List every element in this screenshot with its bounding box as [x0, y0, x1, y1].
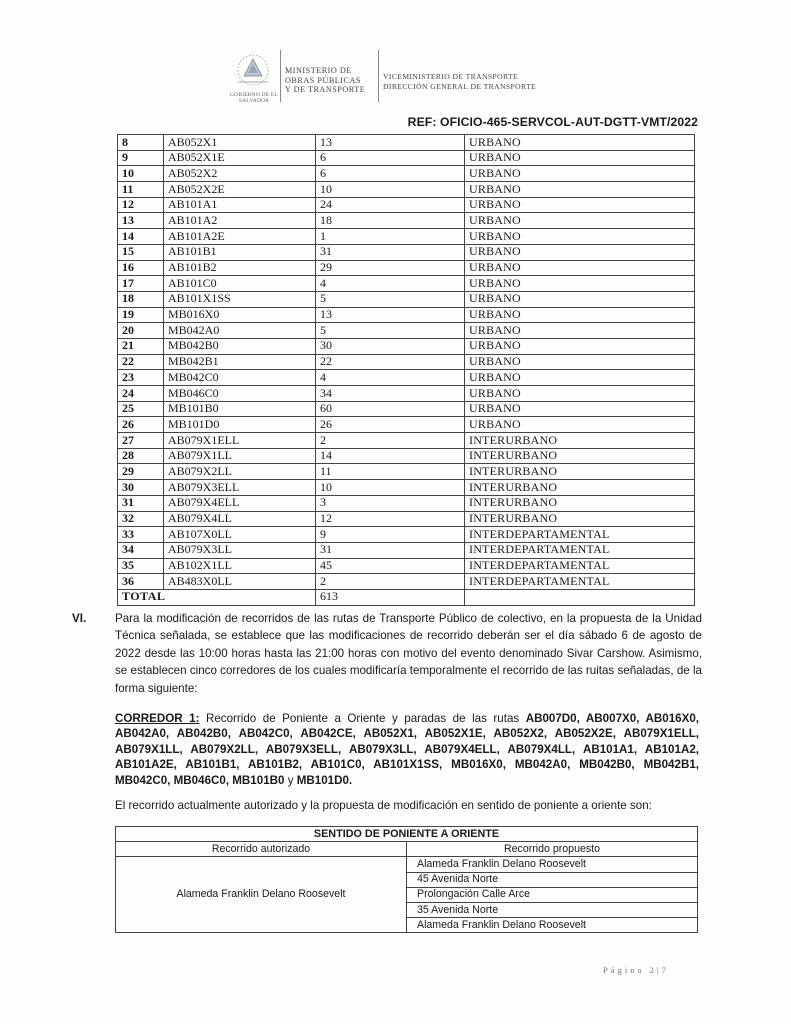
- route-category: URBANO: [465, 386, 695, 402]
- route-category: URBANO: [465, 323, 695, 339]
- route-category: URBANO: [465, 338, 695, 354]
- route-category: URBANO: [465, 229, 695, 245]
- table-row: [118, 558, 695, 574]
- proposed-route-step: 35 Avenida Norte: [407, 902, 698, 917]
- page-footer: [603, 965, 669, 975]
- table-row: [118, 135, 695, 151]
- table-row: [118, 417, 695, 433]
- route-code: AB101A2E: [164, 229, 316, 245]
- row-number: 14: [118, 229, 164, 245]
- direction-table: [115, 826, 698, 933]
- row-number: 32: [118, 511, 164, 527]
- row-number: 21: [118, 338, 164, 354]
- route-category: URBANO: [465, 401, 695, 417]
- row-number: 11: [118, 182, 164, 198]
- route-category: URBANO: [465, 276, 695, 292]
- column-header-authorized: Recorrido autorizado: [116, 842, 407, 857]
- table-row: [118, 370, 695, 386]
- row-number: 27: [118, 433, 164, 449]
- route-code: AB101X1SS: [164, 291, 316, 307]
- route-code: MB042B1: [164, 354, 316, 370]
- route-category: INTERURBANO: [465, 495, 695, 511]
- corredor-1-paragraph: [115, 711, 699, 788]
- row-number: 23: [118, 370, 164, 386]
- row-number: 24: [118, 386, 164, 402]
- route-category: URBANO: [465, 291, 695, 307]
- route-category: URBANO: [465, 135, 695, 151]
- route-category: URBANO: [465, 244, 695, 260]
- route-code: AB102X1LL: [164, 558, 316, 574]
- seal-caption: GOBIERNO DE EL SALVADOR: [229, 92, 279, 104]
- unit-count: 9: [316, 527, 465, 543]
- unit-count: 11: [316, 464, 465, 480]
- unit-count: 29: [316, 260, 465, 276]
- direction-table-header-row: [116, 842, 698, 857]
- route-code: AB101B1: [164, 244, 316, 260]
- unit-count: 12: [316, 511, 465, 527]
- corredor-text: Recorrido de Poniente a Oriente y paradas de las rutas: [199, 712, 526, 725]
- corredor-routes-last: MB101D0.: [296, 773, 353, 787]
- unit-count: 31: [316, 244, 465, 260]
- route-intro-paragraph: El recorrido actualmente autorizado y la propuesta de modificación en sentido de poniente a oriente son:: [115, 799, 652, 812]
- table-row: [118, 166, 695, 182]
- unit-count: 2: [316, 433, 465, 449]
- page-number: 2|7: [649, 965, 669, 975]
- unit-count: 18: [316, 213, 465, 229]
- unit-count: 10: [316, 480, 465, 496]
- table-row: [118, 260, 695, 276]
- section-numeral: VI.: [72, 612, 87, 625]
- total-empty-cell: [465, 589, 695, 605]
- route-category: INTERURBANO: [465, 511, 695, 527]
- route-code: AB483X0LL: [164, 574, 316, 590]
- route-code: MB101B0: [164, 401, 316, 417]
- route-category: URBANO: [465, 182, 695, 198]
- letterhead: [228, 48, 648, 108]
- total-label: TOTAL: [118, 589, 316, 605]
- coat-of-arms-icon: [228, 50, 278, 96]
- table-row: [116, 857, 698, 872]
- unit-count: 30: [316, 338, 465, 354]
- proposed-route-step: 45 Avenida Norte: [407, 872, 698, 887]
- table-row: [118, 480, 695, 496]
- route-code: MB016X0: [164, 307, 316, 323]
- row-number: 29: [118, 464, 164, 480]
- route-code: MB046C0: [164, 386, 316, 402]
- row-number: 35: [118, 558, 164, 574]
- route-category: INTERURBANO: [465, 464, 695, 480]
- unit-count: 26: [316, 417, 465, 433]
- row-number: 16: [118, 260, 164, 276]
- unit-count: 22: [316, 354, 465, 370]
- route-category: URBANO: [465, 150, 695, 166]
- page-label: Página: [603, 965, 645, 975]
- header-divider: [378, 50, 379, 102]
- row-number: 25: [118, 401, 164, 417]
- unit-count: 1: [316, 229, 465, 245]
- route-code: MB042C0: [164, 370, 316, 386]
- ministry-name: MINISTERIO DE OBRAS PÚBLICAS Y DE TRANSPORTE: [285, 66, 366, 95]
- table-row: [118, 574, 695, 590]
- routes-table-body: [118, 135, 695, 606]
- route-code: AB107X0LL: [164, 527, 316, 543]
- route-category: URBANO: [465, 197, 695, 213]
- corredor-label: CORREDOR 1:: [115, 712, 200, 725]
- document-reference: REF: OFICIO-465-SERVCOL-AUT-DGTT-VMT/2022: [407, 115, 698, 129]
- header-divider: [280, 50, 281, 102]
- table-row: [118, 182, 695, 198]
- route-code: MB101D0: [164, 417, 316, 433]
- row-number: 18: [118, 291, 164, 307]
- row-number: 31: [118, 495, 164, 511]
- unit-count: 14: [316, 448, 465, 464]
- route-code: AB052X2E: [164, 182, 316, 198]
- row-number: 8: [118, 135, 164, 151]
- route-code: AB052X1E: [164, 150, 316, 166]
- unit-count: 4: [316, 370, 465, 386]
- row-number: 28: [118, 448, 164, 464]
- corredor-routes-join: y: [284, 773, 297, 787]
- row-number: 33: [118, 527, 164, 543]
- route-code: AB079X3ELL: [164, 480, 316, 496]
- table-row: [118, 244, 695, 260]
- row-number: 26: [118, 417, 164, 433]
- authorized-route: Alameda Franklin Delano Roosevelt: [116, 857, 407, 933]
- table-row: [118, 150, 695, 166]
- proposed-route-step: Alameda Franklin Delano Roosevelt: [407, 857, 698, 872]
- table-row: [118, 276, 695, 292]
- unit-count: 31: [316, 542, 465, 558]
- table-row: [118, 197, 695, 213]
- table-row: [118, 511, 695, 527]
- route-code: AB052X1: [164, 135, 316, 151]
- route-category: INTERDEPARTAMENTAL: [465, 574, 695, 590]
- route-category: URBANO: [465, 213, 695, 229]
- unit-count: 4: [316, 276, 465, 292]
- route-code: AB101A2: [164, 213, 316, 229]
- unit-count: 60: [316, 401, 465, 417]
- route-code: AB079X2LL: [164, 464, 316, 480]
- route-category: URBANO: [465, 370, 695, 386]
- route-category: INTERURBANO: [465, 480, 695, 496]
- route-category: URBANO: [465, 166, 695, 182]
- route-category: URBANO: [465, 260, 695, 276]
- route-category: INTERDEPARTAMENTAL: [465, 558, 695, 574]
- route-category: INTERURBANO: [465, 448, 695, 464]
- route-category: INTERDEPARTAMENTAL: [465, 527, 695, 543]
- table-row: [118, 527, 695, 543]
- unit-count: 6: [316, 150, 465, 166]
- routes-table: [117, 134, 695, 606]
- proposed-route-step: Prolongación Calle Arce: [407, 887, 698, 902]
- route-code: AB079X4LL: [164, 511, 316, 527]
- route-code: AB079X3LL: [164, 542, 316, 558]
- unit-count: 24: [316, 197, 465, 213]
- section-paragraph: Para la modificación de recorridos de las rutas de Transporte Público de colectivo, en la propuesta de la Unidad Técnica señalada, se establece que las modificaciones de recorrido deberán ser el día sábado 6 de agosto de 2022 desde las 10:00 horas hasta las 21:00 horas con motivo del evento denominado Sivar Carshow. Asimismo, se establecen cinco corredores de los cuales modificaría temporalmente el recorrido de las ruitas señaladas, de la forma siguiente:: [115, 612, 702, 695]
- row-number: 17: [118, 276, 164, 292]
- unit-count: 34: [316, 386, 465, 402]
- row-number: 22: [118, 354, 164, 370]
- route-code: MB042A0: [164, 323, 316, 339]
- proposed-route-step: Alameda Franklin Delano Roosevelt: [407, 918, 698, 933]
- unit-count: 13: [316, 307, 465, 323]
- unit-count: 13: [316, 135, 465, 151]
- table-row: [118, 433, 695, 449]
- unit-count: 5: [316, 323, 465, 339]
- viceministry-name: VICEMINISTERIO DE TRANSPORTE DIRECCIÓN GENERAL DE TRANSPORTE: [383, 72, 537, 91]
- direction-table-title-row: [116, 827, 698, 842]
- row-number: 36: [118, 574, 164, 590]
- route-code: AB101B2: [164, 260, 316, 276]
- unit-count: 45: [316, 558, 465, 574]
- column-header-proposed: Recorrido propuesto: [407, 842, 698, 857]
- row-number: 10: [118, 166, 164, 182]
- route-category: URBANO: [465, 354, 695, 370]
- table-row: [118, 307, 695, 323]
- total-row: [118, 589, 695, 605]
- row-number: 30: [118, 480, 164, 496]
- route-category: URBANO: [465, 307, 695, 323]
- unit-count: 10: [316, 182, 465, 198]
- route-code: AB079X1LL: [164, 448, 316, 464]
- table-row: [118, 448, 695, 464]
- total-value: 613: [316, 589, 465, 605]
- table-row: [118, 213, 695, 229]
- unit-count: 6: [316, 166, 465, 182]
- unit-count: 5: [316, 291, 465, 307]
- direction-table-title: SENTIDO DE PONIENTE A ORIENTE: [116, 827, 698, 842]
- corredor-routes: AB007D0, AB007X0, AB016X0, AB042A0, AB042B0, AB042C0, AB042CE, AB052X1, AB052X1E, AB052X2, AB052X2E, AB079X1ELL, AB079X1LL, AB079X2LL, AB079X3ELL, AB079X3LL, AB079X4ELL, AB079X4LL, AB101A1, AB101A2, AB101A2E, AB101B1, AB101B2, AB101C0, AB101X1SS, MB016X0, MB042A0, MB042B0, MB042B1, MB042C0, MB046C0, MB101B0: [115, 712, 699, 787]
- route-code: AB101A1: [164, 197, 316, 213]
- unit-count: 2: [316, 574, 465, 590]
- table-row: [118, 542, 695, 558]
- row-number: 13: [118, 213, 164, 229]
- row-number: 34: [118, 542, 164, 558]
- table-row: [118, 401, 695, 417]
- route-code: AB079X4ELL: [164, 495, 316, 511]
- route-code: AB079X1ELL: [164, 433, 316, 449]
- row-number: 15: [118, 244, 164, 260]
- route-category: INTERURBANO: [465, 433, 695, 449]
- row-number: 19: [118, 307, 164, 323]
- unit-count: 3: [316, 495, 465, 511]
- row-number: 20: [118, 323, 164, 339]
- table-row: [118, 354, 695, 370]
- route-code: MB042B0: [164, 338, 316, 354]
- row-number: 12: [118, 197, 164, 213]
- table-row: [118, 495, 695, 511]
- route-code: AB101C0: [164, 276, 316, 292]
- table-row: [118, 323, 695, 339]
- route-category: INTERDEPARTAMENTAL: [465, 542, 695, 558]
- route-category: URBANO: [465, 417, 695, 433]
- table-row: [118, 464, 695, 480]
- table-row: [118, 386, 695, 402]
- table-row: [118, 291, 695, 307]
- table-row: [118, 229, 695, 245]
- route-code: AB052X2: [164, 166, 316, 182]
- row-number: 9: [118, 150, 164, 166]
- table-row: [118, 338, 695, 354]
